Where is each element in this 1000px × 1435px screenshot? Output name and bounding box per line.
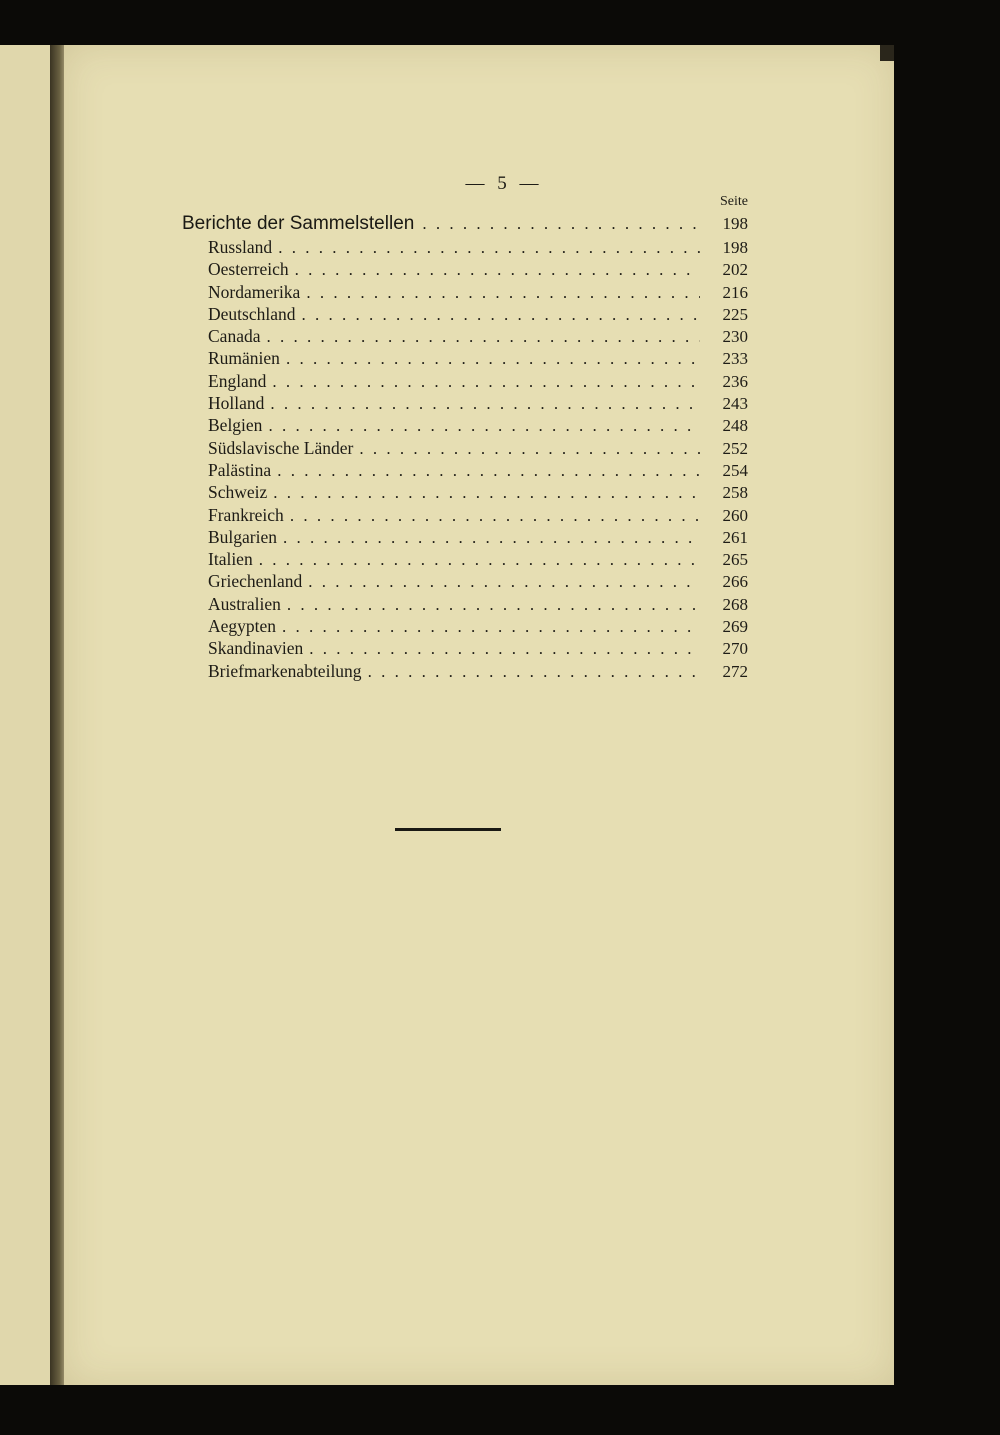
leader-dots	[287, 595, 700, 615]
toc-entry-page: 230	[700, 327, 748, 347]
leader-dots	[272, 372, 700, 392]
previous-page-edge	[0, 45, 50, 1385]
toc-entry	[208, 348, 748, 370]
section-divider	[395, 828, 501, 831]
section-page-ref: 198	[700, 214, 748, 234]
toc-entry	[208, 237, 748, 259]
toc-entry-page: 236	[700, 372, 748, 392]
leader-dots	[368, 662, 700, 682]
toc-entry-label: Südslavische Länder	[208, 437, 354, 458]
toc-entry-label: Nordamerika	[208, 281, 301, 302]
toc-entry-page: 225	[700, 305, 748, 325]
toc-entry-label: Griechenland	[208, 571, 303, 592]
toc-entry-label: Deutschland	[208, 303, 296, 324]
toc-entry-page: 260	[700, 506, 748, 526]
toc-entry-page: 233	[700, 349, 748, 369]
page-column-header: Seite	[720, 194, 748, 209]
toc-entry	[208, 326, 748, 348]
toc-entry-label: Belgien	[208, 415, 263, 436]
leader-dots	[308, 572, 700, 592]
leader-dots	[270, 394, 700, 414]
toc-entry-page: 272	[700, 662, 748, 682]
toc-entry	[208, 259, 748, 281]
toc-entry	[208, 460, 748, 482]
leader-dots	[268, 416, 700, 436]
toc-entry-page: 202	[700, 260, 748, 280]
leader-dots	[290, 506, 700, 526]
toc-entry-label: Russland	[208, 237, 273, 257]
toc-entry-label: Aegypten	[208, 616, 277, 637]
toc-entry-label: Schweiz	[208, 482, 268, 503]
toc-entry-label: Canada	[208, 326, 261, 347]
toc-entry-label: England	[208, 370, 267, 391]
leader-dots	[422, 214, 700, 234]
toc-entry-page: 216	[700, 283, 748, 303]
toc-entry-label: Italien	[208, 549, 253, 570]
toc-entry-page: 258	[700, 483, 748, 503]
toc-entry-page: 254	[700, 461, 748, 481]
toc-entry-label: Briefmarkenabteilung	[208, 660, 362, 681]
leader-dots	[301, 305, 700, 325]
toc-entry-page: 243	[700, 394, 748, 414]
leader-dots	[282, 617, 700, 637]
leader-dots	[359, 439, 700, 459]
document-page	[64, 45, 894, 1385]
toc-entry	[208, 616, 748, 638]
toc-entry-page: 261	[700, 528, 748, 548]
toc-entry	[208, 505, 748, 527]
toc-entry	[208, 571, 748, 593]
leader-dots	[309, 639, 700, 659]
toc-entry-label: Australien	[208, 593, 281, 614]
toc-entry	[208, 638, 748, 660]
toc-entry-label: Oesterreich	[208, 259, 289, 280]
toc-entry	[208, 594, 748, 616]
leader-dots	[286, 349, 700, 369]
leader-dots	[283, 528, 700, 548]
toc-entry	[208, 482, 748, 504]
leader-dots	[277, 461, 700, 481]
toc-entry-page: 268	[700, 595, 748, 615]
leader-dots	[306, 283, 700, 303]
leader-dots	[273, 483, 700, 503]
leader-dots	[266, 327, 700, 347]
toc-entry	[208, 415, 748, 437]
toc-entry	[208, 549, 748, 571]
toc-entry-label: Rumänien	[208, 348, 280, 369]
toc-entry-page: 265	[700, 550, 748, 570]
toc-entry-page: 269	[700, 617, 748, 637]
section-title: Berichte der Sammelstellen	[182, 213, 422, 235]
toc-entry-label: Bulgarien	[208, 526, 278, 547]
toc-entry	[208, 438, 748, 460]
toc-entry-page: 266	[700, 572, 748, 592]
toc-entry	[208, 393, 748, 415]
toc-list	[208, 237, 748, 683]
toc-entry-page: 252	[700, 439, 748, 459]
toc-entry	[208, 661, 748, 683]
section-heading	[182, 213, 748, 238]
toc-entry	[208, 282, 748, 304]
leader-dots	[295, 260, 700, 280]
toc-entry-label: Palästina	[208, 459, 272, 480]
toc-entry-label: Skandinavien	[208, 638, 304, 659]
toc-entry-label: Holland	[208, 393, 265, 414]
page-number: — 5 —	[465, 173, 543, 194]
folded-corner	[880, 45, 894, 61]
toc-entry-page: 248	[700, 416, 748, 436]
toc-entry	[208, 527, 748, 549]
toc-entry-page: 270	[700, 639, 748, 659]
toc-entry-page: 198	[700, 238, 748, 258]
leader-dots	[278, 238, 700, 258]
toc-entry	[208, 304, 748, 326]
leader-dots	[259, 550, 700, 570]
toc-entry	[208, 371, 748, 393]
toc-entry-label: Frankreich	[208, 504, 284, 525]
